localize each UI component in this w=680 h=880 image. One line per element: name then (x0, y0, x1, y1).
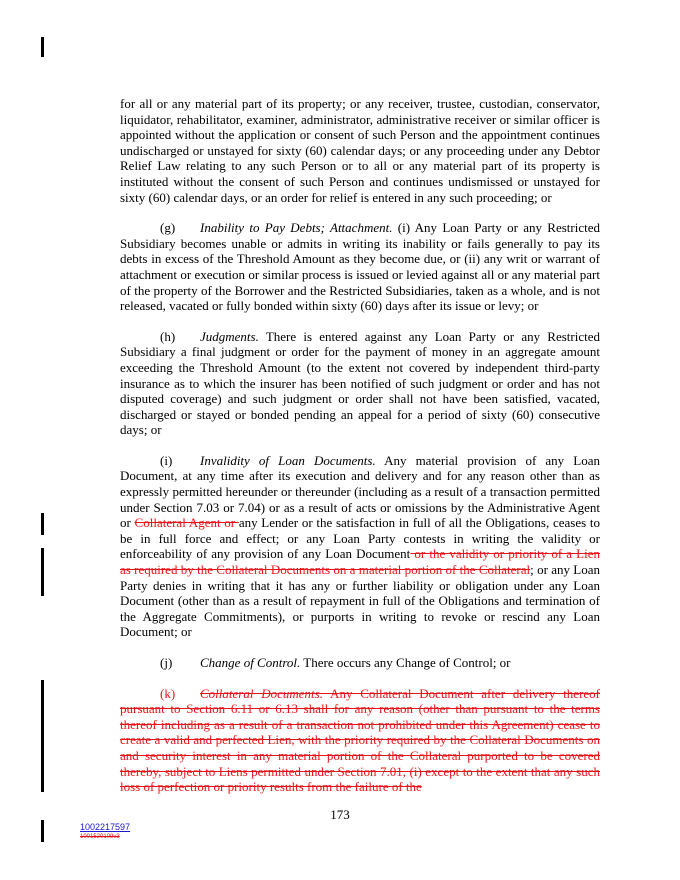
change-bar (41, 513, 44, 535)
paragraph-h: (h) Judgments. There is entered against any Loan Party or any Restricted Subsidiary a final judgment or order for the payment of money in an aggregate amount exceeding the Threshold Amount (to the extent not covered by independent third-party insurance as to which the insurer has been notified of such judgment or order and has not disputed coverage) and such judgment or order shall not have been satisfied, vacated, discharged or stayed or bonded pending an appeal for a period of sixty (60) consecutive days; or (120, 328, 600, 438)
document-id[interactable]: 1002217597 (80, 822, 131, 832)
paragraph-heading: Judgments. (200, 328, 259, 344)
body-text (120, 96, 600, 810)
change-bar (41, 548, 44, 596)
paragraph-g: (g) Inability to Pay Debts; Attachment. (i) Any Loan Party or any Restricted Subsidiary becomes unable or admits in writing its inability or fails generally to pay its debts in excess of the Threshold Amount as they become due, or (ii) any writ or warrant of attachment or execution or similar process is issued or levied against all or any material part of the property of the Borrower and the Restricted Subsidiaries, taken as a whole, and is not released, vacated or fully bonded within sixty (60) days after its issue or levy; or (120, 220, 600, 314)
deleted-text: or the validity or priority of a Lien as required by the Collateral Documents on a material portion of the Collateral (120, 546, 600, 578)
page-number: 173 (330, 807, 350, 822)
paragraph-heading: Invalidity of Loan Documents. (200, 452, 376, 468)
paragraph-k-deleted: (k) Collateral Documents. Any Collateral Document after delivery thereof pursuant to Section 6.11 or 6.13 shall for any reason (other than pursuant to the terms thereof including as a result of a transaction not prohibited under this Agreement) cease to create a valid and perfected Lien, with the priority required by the Collateral Documents on and security interest in any material portion of the Collateral purported to be covered thereby, subject to Liens permitted under Section 7.01, (i) except to the extent that any such loss of perfection or priority results from the failure of the (120, 685, 601, 795)
paragraph-heading: Change of Control. (200, 655, 301, 670)
paragraph-i: (i) Invalidity of Loan Documents. Any material provision of any Loan Document, at any time after its execution and delivery and for any reason other than as expressly permitted hereunder or thereunder (including as a result of a transaction permitted under Section 7.03 or 7.04) or as a result of acts or omissions by the Administrative Agent or Collateral Agent or any Lender or the satisfaction in full of all the Obligations, ceases to be in full force and effect; or any Loan Party contests in writing the validity or enforceability of any provision of any Loan Document or the validity or priority of a Lien as required by the Collateral Documents on a material portion of the Collateral; or any Loan Party denies in writing that it has any or further liability or obligation under any Loan Document (other than as a result of repayment in full of the Obligations and termination of the Aggregate Commitments), or purports in writing to revoke or rescind any Loan Document; or (120, 452, 601, 640)
paragraph-heading: Inability to Pay Debts; Attachment. (200, 220, 393, 236)
change-bar (41, 680, 44, 792)
deleted-text: Collateral Agent or (134, 515, 239, 531)
document-id-deleted: 1001520109v3 (80, 834, 120, 840)
change-bar (41, 37, 44, 57)
paragraph-heading: Collateral Documents. (200, 685, 323, 701)
paragraph-j: (j) Change of Control. There occurs any Change of Control; or (160, 655, 511, 670)
change-bar (41, 820, 44, 842)
paragraph-continuation: for all or any material part of its property; or any receiver, trustee, custodian, conservator, liquidator, rehabilitator, examiner, administrator, administrative receiver or similar officer is appointed without the application or consent of such Person and the appointment continues undischarged or unstayed for sixty (60) calendar days; or any proceeding under any Debtor Relief Law relating to any such Person or to all or any material part of its property is instituted without the consent of such Person and continues undismissed or unstayed for sixty (60) calendar days, or an order for relief is entered in any such proceeding; or (120, 96, 600, 205)
